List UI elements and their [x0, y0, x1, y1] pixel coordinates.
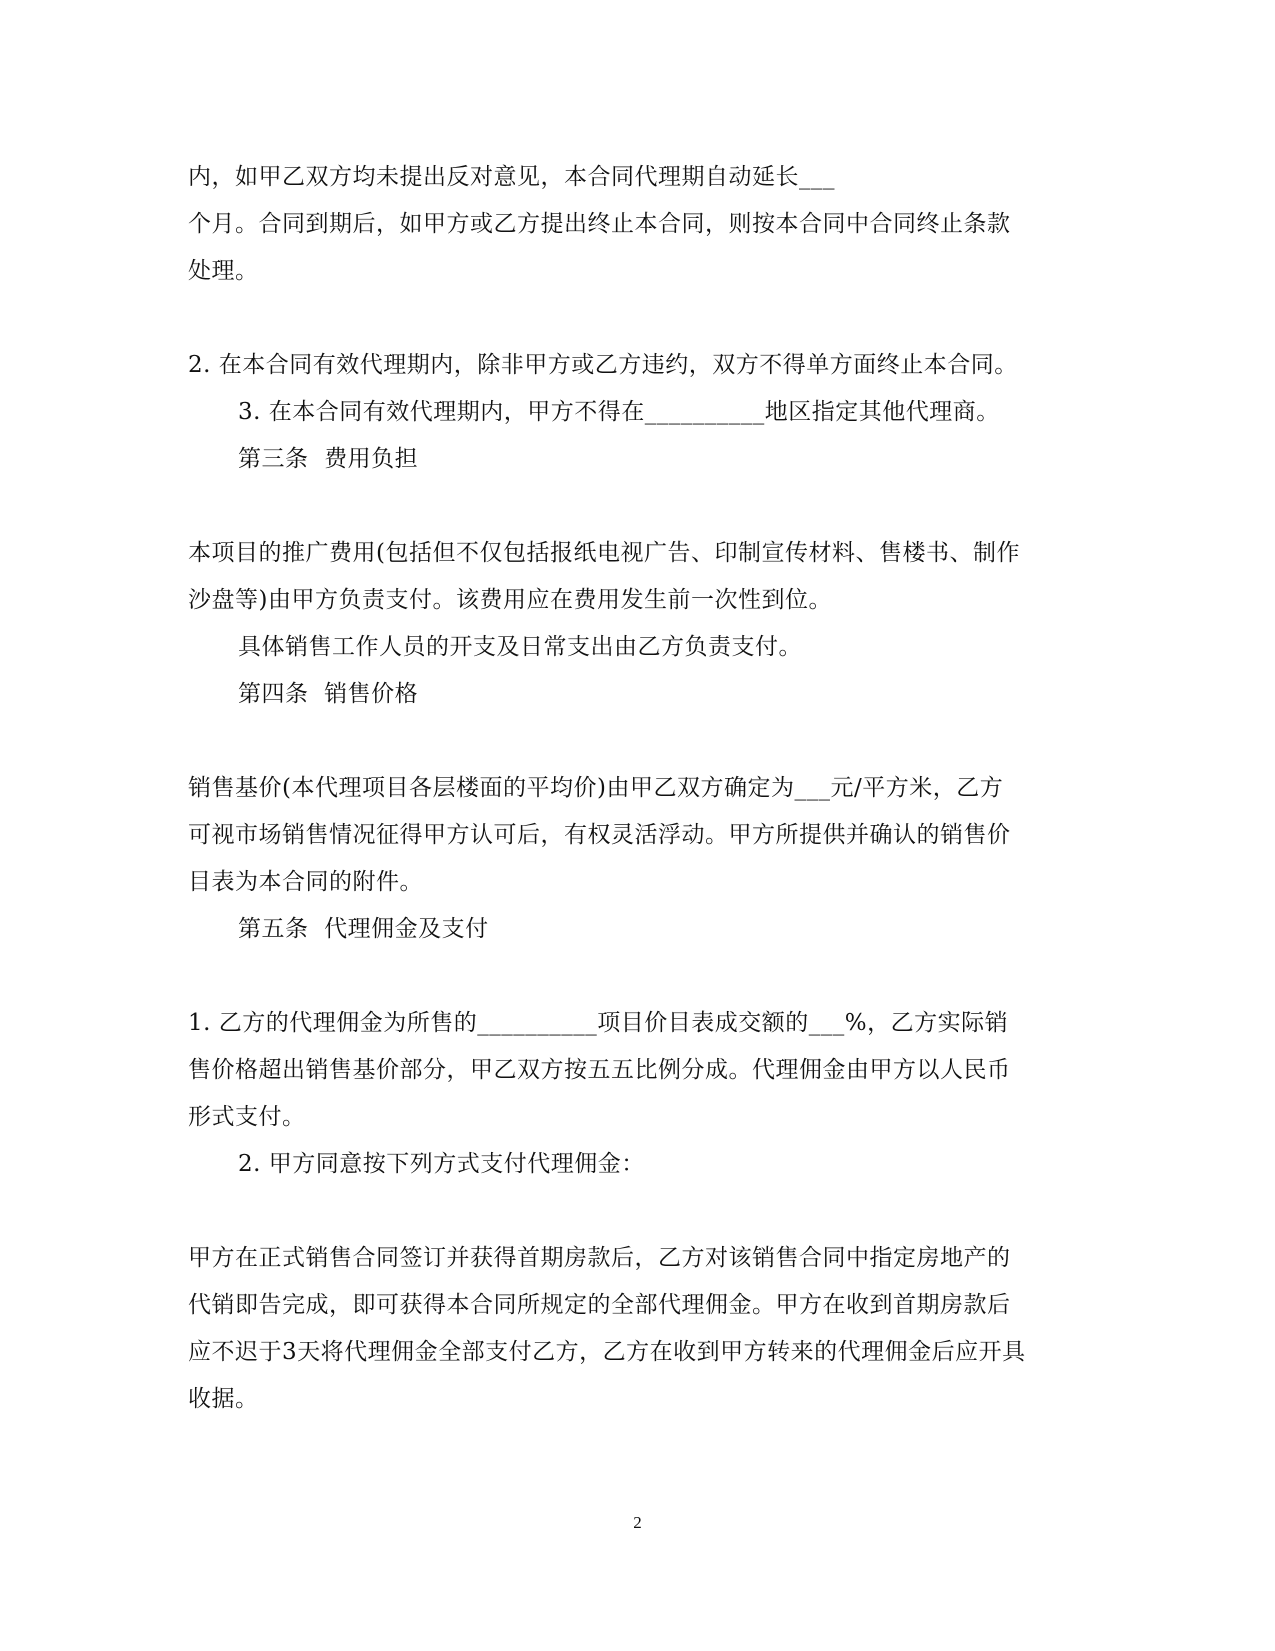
text-line: 个月。合同到期后，如甲方或乙方提出终止本合同，则按本合同中合同终止条款	[188, 211, 1011, 237]
text-line: 3. 在本合同有效代理期内，甲方不得在__________地区指定其他代理商。	[238, 399, 1000, 425]
text-line: 2. 在本合同有效代理期内，除非甲方或乙方违约，双方不得单方面终止本合同。	[188, 352, 1018, 378]
text-line: 1. 乙方的代理佣金为所售的__________项目价目表成交额的___%，乙方实际销	[188, 1010, 1009, 1036]
text-line: 目表为本合同的附件。	[188, 869, 423, 895]
text-line: 处理。	[188, 258, 259, 284]
text-line: 沙盘等)由甲方负责支付。该费用应在费用发生前一次性到位。	[188, 587, 832, 613]
text-line: 具体销售工作人员的开支及日常支出由乙方负责支付。	[238, 634, 802, 660]
text-line: 应不迟于3天将代理佣金全部支付乙方，乙方在收到甲方转来的代理佣金后应开具	[188, 1339, 1026, 1365]
text-line: 可视市场销售情况征得甲方认可后，有权灵活浮动。甲方所提供并确认的销售价	[188, 822, 1011, 848]
section-heading: 第四条 销售价格	[238, 681, 419, 707]
text-line: 形式支付。	[188, 1104, 306, 1130]
page-number: 2	[633, 1513, 642, 1532]
text-line: 售价格超出销售基价部分，甲乙双方按五五比例分成。代理佣金由甲方以人民币	[188, 1057, 1011, 1083]
text-line: 甲方在正式销售合同签订并获得首期房款后，乙方对该销售合同中指定房地产的	[188, 1245, 1011, 1271]
text-line: 收据。	[188, 1386, 259, 1412]
section-heading: 第五条 代理佣金及支付	[238, 916, 489, 942]
text-line: 本项目的推广费用(包括但不仅包括报纸电视广告、印制宣传材料、售楼书、制作	[188, 540, 1020, 566]
section-heading: 第三条 费用负担	[238, 446, 419, 472]
text-line: 销售基价(本代理项目各层楼面的平均价)由甲乙双方确定为___元/平方米，乙方	[188, 775, 1004, 801]
text-line: 代销即告完成，即可获得本合同所规定的全部代理佣金。甲方在收到首期房款后	[188, 1292, 1011, 1318]
text-line: 内，如甲乙双方均未提出反对意见，本合同代理期自动延长___	[188, 164, 835, 190]
text-line: 2. 甲方同意按下列方式支付代理佣金：	[238, 1151, 645, 1177]
